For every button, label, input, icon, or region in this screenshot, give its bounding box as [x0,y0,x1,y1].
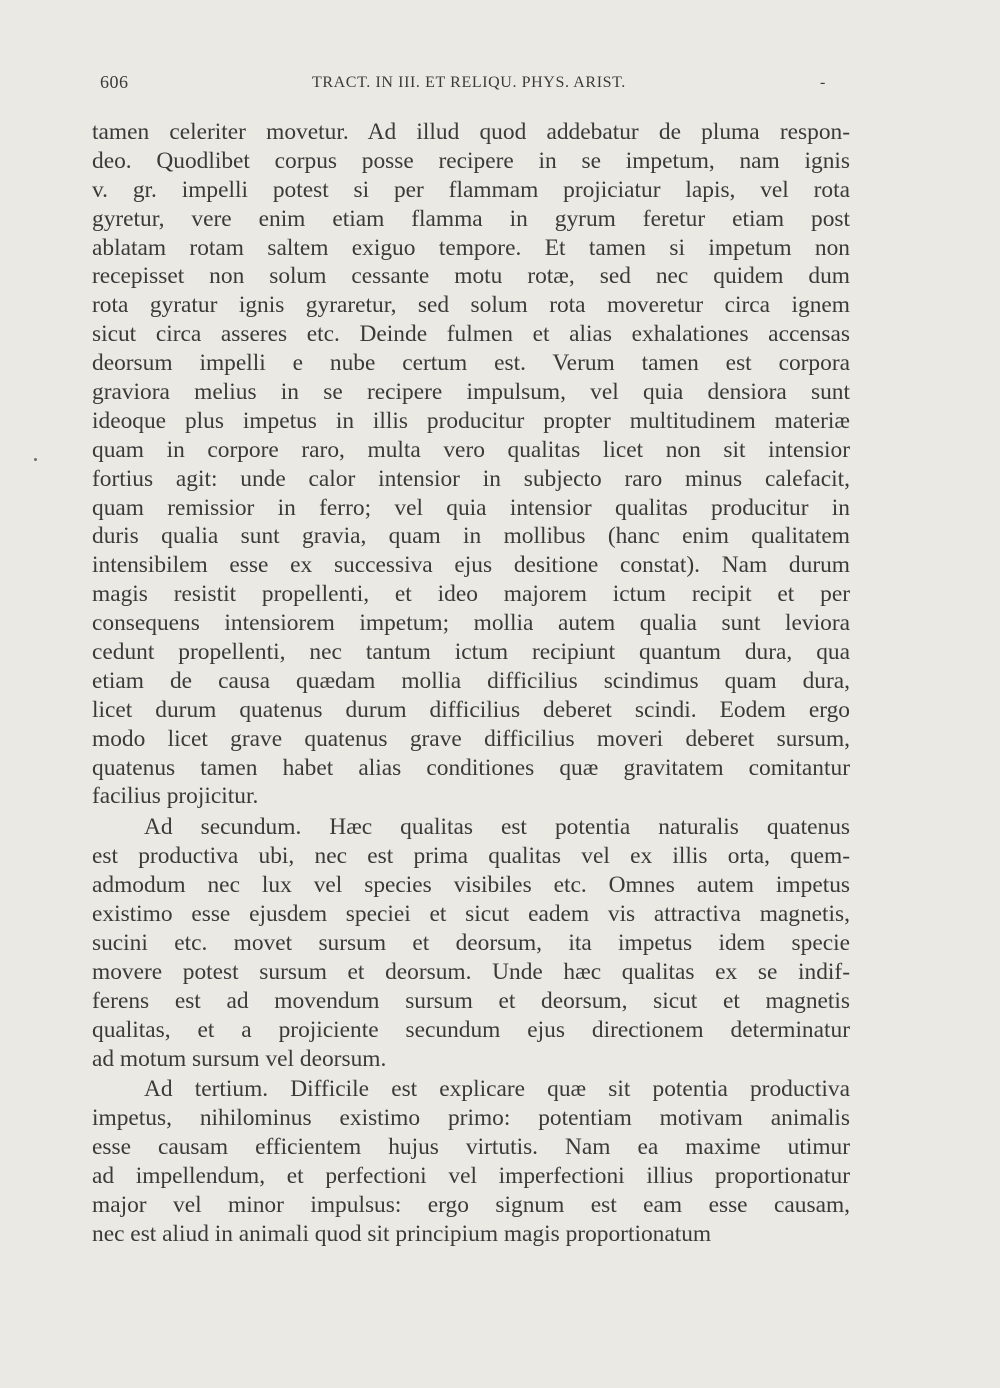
text-line: consequens intensiorem impetum; mollia autem qualia sunt leviora [92,610,850,637]
text-line: fortius agit: unde calor intensior in subjecto raro minus calefacit, [92,465,850,492]
text-line: qualitas, et a projiciente secundum ejus directionem determinatur [92,1016,850,1043]
text-line: impetus, nihilominus existimo primo: potentiam motivam animalis [92,1105,850,1132]
text-line: modo licet grave quatenus grave difficilius moveri deberet sursum, [92,725,850,752]
text-line: cedunt propellenti, nec tantum ictum recipiunt quantum dura, qua [92,639,850,666]
text-line: etiam de causa quædam mollia difficilius scindimus quam dura, [92,667,850,694]
text-line: graviora melius in se recipere impulsum, vel quia densiora sunt [92,379,850,406]
text-line: licet durum quatenus durum difficilius deberet scindi. Eodem ergo [92,696,850,723]
text-line: recepisset non solum cessante motu rotæ, sed nec quidem dum [92,263,850,290]
text-line: facilius projicitur. [92,783,259,810]
text-line: ad motum sursum vel deorsum. [92,1045,387,1072]
text-line: tamen celeriter movetur. Ad illud quod addebatur de pluma respon- [92,119,850,145]
text-line: v. gr. impelli potest si per flammam projiciatur lapis, vel rota [92,176,850,203]
text-line: quam remissior in ferro; vel quia intensior qualitas producitur in [92,494,850,521]
text-line: nec est aliud in animali quod sit principium magis proportionatum [92,1220,712,1247]
text-line: movere potest sursum et deorsum. Unde hæc qualitas ex se indif- [92,958,850,985]
text-line: ablatam rotam saltem exiguo tempore. Et tamen si impetum non [92,234,850,261]
text-line: gyretur, vere enim etiam flamma in gyrum feretur etiam post [92,205,850,232]
text-line: sucini etc. movet sursum et deorsum, ita impetus idem specie [92,929,850,956]
body-text [92,118,850,1251]
text-line: est productiva ubi, nec est prima qualitas vel ex illis orta, quem- [92,843,850,870]
text-line: ideoque plus impetus in illis producitur propter multitudinem materiæ [92,407,850,434]
text-line: magis resistit propellenti, et ideo majorem ictum recipit et per [92,581,850,608]
text-line: Ad tertium. Difficile est explicare quæ sit potentia productiva [144,1076,850,1103]
text-line: major vel minor impulsus: ergo signum est eam esse causam, [92,1191,850,1218]
text-line: Ad secundum. Hæc qualitas est potentia naturalis quatenus [144,814,850,841]
text-line: admodum nec lux vel species visibiles etc. Omnes autem impetus [92,872,850,899]
text-line: existimo esse ejusdem speciei et sicut eadem vis attractiva magnetis, [92,901,850,928]
text-line: ad impellendum, et perfectioni vel imperfectioni illius proportionatur [92,1163,850,1190]
text-line: quam in corpore raro, multa vero qualitas licet non sit intensior [92,436,850,463]
page-number: 606 [100,72,129,92]
text-line: deorsum impelli e nube certum est. Verum tamen est corpora [92,350,850,377]
text-line: deo. Quodlibet corpus posse recipere in se impetum, nam ignis [92,147,850,174]
header-mark: - [820,74,826,91]
running-head [100,72,860,98]
paragraph [92,1075,850,1248]
running-title: TRACT. IN III. ET RELIQU. PHYS. ARIST. [312,74,626,91]
text-line: esse causam efficientem hujus virtutis. Nam ea maxime utimur [92,1134,850,1161]
text-line: sicut circa asseres etc. Deinde fulmen et alias exhalationes accensas [92,321,850,348]
paragraph [92,813,850,1073]
text-line: ferens est ad movendum sursum et deorsum, sicut et magnetis [92,987,850,1014]
margin-speck [34,458,37,461]
paragraph [92,118,850,811]
text-line: intensibilem esse ex successiva ejus desitione constat). Nam durum [92,552,850,579]
text-line: rota gyratur ignis gyraretur, sed solum rota moveretur circa ignem [92,292,850,319]
text-line: quatenus tamen habet alias conditiones quæ gravitatem comitantur [92,754,850,781]
text-line: duris qualia sunt gravia, quam in mollibus (hanc enim qualitatem [92,523,850,550]
